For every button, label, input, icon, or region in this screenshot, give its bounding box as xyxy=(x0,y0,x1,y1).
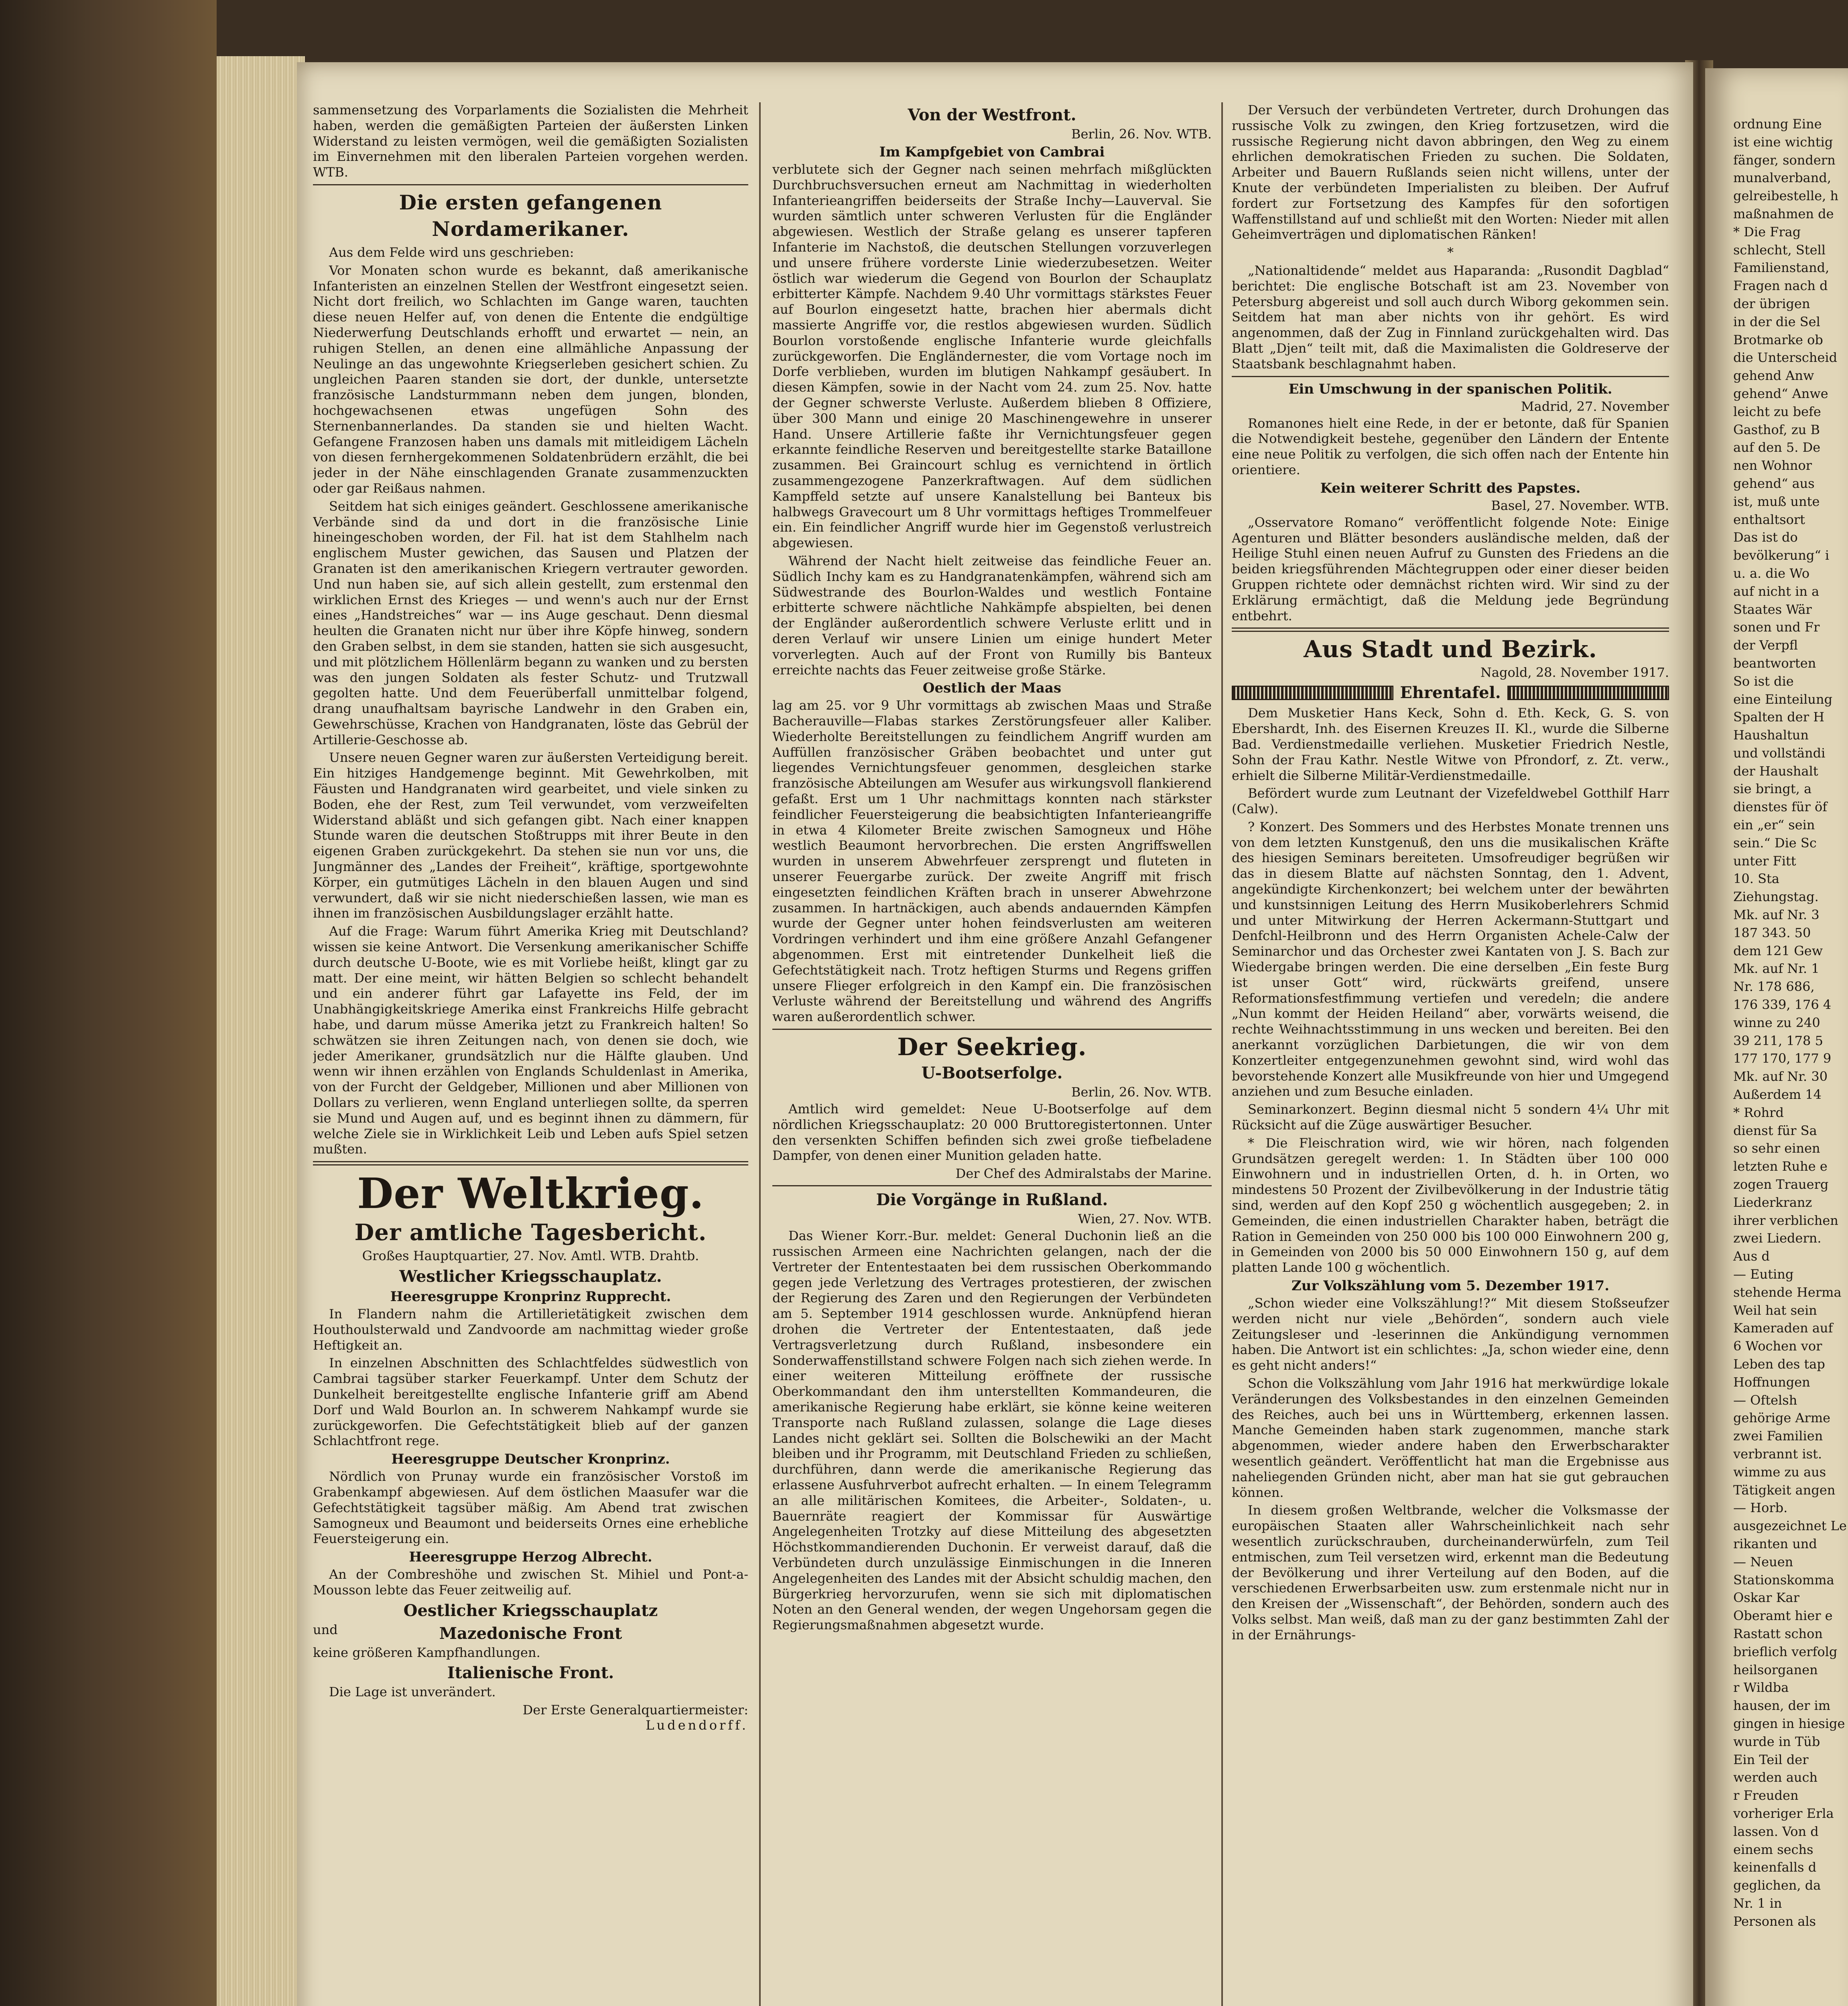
right-page-line: Brotmarke ob xyxy=(1733,332,1823,347)
right-page-line: auf den 5. De xyxy=(1733,440,1821,455)
right-page-line: 187 343. 50 xyxy=(1733,925,1811,940)
right-page-line: u. a. die Wo xyxy=(1733,565,1810,581)
right-page-line: die Unterscheid xyxy=(1733,350,1838,365)
subhead-cambrai: Im Kampfgebiet von Cambrai xyxy=(879,144,1105,160)
right-page-line: eine Einteilung xyxy=(1733,691,1833,707)
paragraph: Dem Musketier Hans Keck, Sohn d. Eth. Keck, G. S. von Ebershardt, Inh. des Eisernen Kreuzes II. Kl., wurde die Silberne Bad. Verdienstmedaille verliehen. Musketier Friedrich Nestle, Sohn der Frau Kathr. Nestle Witwe von Pfrondorf, z. Zt. verw., erhielt die Silberne Militär-Verdienstmedaille. xyxy=(1232,705,1669,783)
right-page-line: gehend“ aus xyxy=(1733,475,1815,491)
ornament xyxy=(1232,686,1393,700)
paragraph: Während der Nacht hielt zeitweise das feindliche Feuer an. Südlich Inchy kam es zu Handgranatenkämpfen, während sich am Südwestrande des Bourlon-Waldes und westlich Fontaine erbitterte schwere nächtliche Nahkämpfe abspielten, bei denen der Engländer außerordentlich schwere Verluste erlitt und in deren Verlauf wir unsere Linien um einige hundert Meter vorverlegten. Auch auf der Front von Rumilly bis Banteux erreichte nachts das Feuer zeitweise große Stärke. xyxy=(772,553,1212,678)
subhead-maas: Oestlich der Maas xyxy=(922,680,1062,696)
paragraph: In einzelnen Abschnitten des Schlachtfeldes südwestlich von Cambrai tagsüber starker Feuerkampf. Unter dem Schutz der Dunkelheit bereitgestellte englische Infanterie griff am Abend Dorf und Wald Bourlon an. In schwerem Nahkampf wurde sie zurückgeworfen. Die Gefechtstätigkeit blieb auf der ganzen Schlachtfront rege. xyxy=(313,1355,748,1449)
right-page-line: Weil hat sein xyxy=(1733,1302,1817,1318)
right-page-line: — Horb. xyxy=(1733,1500,1788,1516)
divider xyxy=(313,184,748,185)
paragraph: In diesem großen Weltbrande, welcher die Volksmasse der europäischen Staaten aller Wahrscheinlichkeit nach sehr wesentlich zurückschrauben, durcheinanderwürfeln, zum Teil entmischen, zum Teil versetzen wird, erkennt man die Bedeutung der Bevölkerung und ihrer Verteilung auf den Boden, auf die verschiedenen Erwerbsarbeiten usw. zum erstenmale nicht nur in den Kreisen der „Wissenschaft“, der Behörden, sondern auch des Volks selbst. Man weiß, daß man zu der ganz bestimmten Zahl der in der Ernährungs- xyxy=(1232,1502,1669,1643)
headline-gefangene: Die ersten gefangenen Nordamerikaner. xyxy=(399,190,662,241)
right-page-line: — Euting xyxy=(1733,1267,1794,1282)
paragraph: „Schon wieder eine Volkszählung!?“ Mit diesem Stoßseufzer werden nicht nur viele „Behörden“, sondern auch viele Zeitungsleser und -leserinnen die Ankündigung vernommen haben. Die Antwort ist ein schlichtes: „Ja, schon wieder eine, denn es geht nicht anders!“ xyxy=(1232,1295,1669,1373)
right-page-fragment xyxy=(1705,68,1848,2006)
paragraph: Unsere neuen Gegner waren zur äußersten Verteidigung bereit. Ein hitziges Handgemenge beginnt. Mit Gewehrkolben, mit Fäusten und Handgranaten wird gearbeitet, und viele sinken zu Boden, ehe der Rest, zum Teil verwundet, vom verzweifelten Widerstand abläßt und sich gefangen gibt. Nach einer knappen Stunde waren die deutschen Stoßtrupps mit ihrer Beute in den eigenen Graben zurückgekehrt. Da stehen sie nun vor uns, die Jungmänner des „Landes der Freiheit“, kräftige, sportgewohnte Körper, ein gutmütiges Lächeln in den blauen Augen und sind verwundert, daß wir sie nicht niederschießen lassen, wie man es ihnen im französischen Ausbildungslager erzählt hatte. xyxy=(313,750,748,921)
paragraph: * Die Fleischration wird, wie wir hören, nach folgenden Grundsätzen geregelt werden: 1. In Städten über 100 000 Einwohnern und in industriellen Orten, d. h. in Orten, wo mindestens 50 Prozent der Zivilbevölkerung in der Industrie tätig sind, werden auf den Kopf 250 g wöchentlich ausgegeben; 2. in Gemeinden, die einen industriellen Charakter haben, beträgt die Ration in Gemeinden von 250 000 bis 100 000 Einwohnern 200 g, in Gemeinden von 2000 bis 50 000 Einwohnern 150 g, auf dem platten Lande 100 g wöchentlich. xyxy=(1232,1135,1669,1275)
column-rule xyxy=(759,102,761,2006)
right-page-line: unter Fitt xyxy=(1733,853,1796,869)
newspaper-page xyxy=(297,62,1693,2006)
paragraph: Befördert wurde zum Leutnant der Vizefeldwebel Gotthilf Harr (Calw). xyxy=(1232,786,1669,817)
right-page-line: letzten Ruhe e xyxy=(1733,1159,1828,1174)
headline-west: Westlicher Kriegsschauplatz. xyxy=(399,1267,662,1286)
right-page-line: 10. Sta xyxy=(1733,871,1779,887)
column-3 xyxy=(1232,102,1669,1645)
paragraph: lag am 25. vor 9 Uhr vormittags ab zwischen Maas und Straße Bacherauville—Flabas starkes Zerstörungsfeuer aller Kaliber. Wiederholte Bereitstellungen zu feindlichem Angriff wurden am Auffüllen französischer Gräben beobachtet und unter gut liegendes Vernichtungsfeuer genommen, desgleichen starke französische Abteilungen am Wesufer aus wirkungsvoll flankierend gefaßt. Erst um 1 Uhr nachmittags konnten nach stärkster feindlicher Feuersteigerung die beabsichtigten Infanterieangriffe in etwa 4 Kilometer Breite zwischen Samogneux und Höhe westlich Beaumont hervorbrechen. Die ersten Angriffswellen wurden in unserem Abwehrfeuer zersprengt und fluteten in unserer Feuergarbe zurück. Der zweite Angriff mit frisch eingesetzten feindlichen Kräften brach in unserer Abwehrzone zusammen. In hartnäckigen, auch abends andauernden Kämpfen wurde der Gegner unter hohen feindsverlusten am weiteren Vordringen verhindert und ihm eine größere Anzahl Gefangener abgenommen. Erst mit eintretender Dunkelheit ließ die Gefechtstätigkeit nach. Trotz heftigen Sturms und Regens griffen unsere Flieger erfolgreich in den Kampf ein. Die französischen Verluste während der Bereitstellung und während des Angriffs waren außerordentlich schwer. xyxy=(772,698,1212,1025)
page-stack xyxy=(217,56,305,2006)
right-page-line: Personen als xyxy=(1733,1913,1816,1929)
right-page-line: keinenfalls d xyxy=(1733,1860,1817,1875)
subhead-rupprecht: Heeresgruppe Kronprinz Rupprecht. xyxy=(390,1289,671,1305)
right-page-line: Rastatt schon xyxy=(1733,1626,1823,1641)
right-page-line: Staates Wär xyxy=(1733,601,1812,617)
right-page-line: beantworten xyxy=(1733,655,1816,671)
paragraph: Romanones hielt eine Rede, in der er betonte, daß für Spanien die Notwendigkeit bestehe, gegenüber den Ländern der Entente eine neue Politik zu verfolgen, die sich offen nach der Entente hin orientiere. xyxy=(1232,415,1669,477)
right-page-line: sonen und Fr xyxy=(1733,619,1820,635)
paragraph: „Nationaltidende“ meldet aus Haparanda: „Rusondit Dagblad“ berichtet: Die englische Botschaft ist am 23. November von Petersburg abgereist und soll auch durch Wiborg gekommen sein. Seitdem hat man aber nichts von ihr gehört. Es wird angenommen, daß der Zug in Finnland zurückgehalten wird. Das Blatt „Djen“ teilt mit, daß die Maximalisten die Goldreserve der Staatsbank beschlagnahmt haben. xyxy=(1232,262,1669,372)
right-page-line: Ein Teil der xyxy=(1733,1752,1809,1767)
divider xyxy=(772,1185,1212,1186)
right-page-line: — Oftelsh xyxy=(1733,1392,1797,1408)
ehrentafel-title: Ehrentafel. xyxy=(1400,683,1501,703)
headline-russland: Die Vorgänge in Rußland. xyxy=(876,1190,1108,1210)
right-page-line: Stationskomma xyxy=(1733,1572,1834,1588)
headline-tagesbericht: Der amtliche Tagesbericht. xyxy=(354,1219,707,1246)
right-page-line: verbrannt ist. xyxy=(1733,1446,1822,1462)
right-page-line: Fragen nach d xyxy=(1733,278,1828,294)
paragraph: verblutete sich der Gegner nach seinen mehrfach mißglückten Durchbruchsversuchen erneut am Nachmittag in wiederholten Infanterieangriffen beiderseits der Straße Inchy—Lauverval. Sie wurden sämtlich unter schweren Verlusten für die Engländer abgewiesen. Westlich der Straße gelang es unserer tapferen Infanterie im Nachstoß, die deutschen Stellungen vorzuverlegen und unsere frühere vorderste Linie wiederzubesetzen. Weiter östlich war wiederum die Gegend von Bourlon der Schauplatz erbitterter Kämpfe. Nachdem 9.40 Uhr vormittags stärkstes Feuer auf Bourlon eingesetzt hatte, brachen hier abermals dicht massierte Angriffe vor, die restlos abgewiesen wurden. Südlich Bourlon vorstoßende englische Infanterie wurde gleichfalls zurückgeworfen. Die Engländernester, die vom Vortage noch im Dorfe verblieben, wurden im blutigen Nahkampf gesäubert. In diesen Kämpfen, sowie in der Nacht vom 24. zum 25. Nov. hatte der Gegner schwerste Verluste. Außerdem blieben 8 Offiziere, über 300 Mann und einige 20 Maschinengewehre in unserer Hand. Unsere Artillerie faßte ihr Vernichtungsfeuer gegen erkannte feindliche Reserven und bereitgestellte starke Bataillone zusammen. Bei Graincourt schlug es vernichtend in örtlich zusammengezogene Panzerkraftwagen. Auf dem südlichen Kampffeld setzte auf unsere Kanalstellung bei Banteux bis halbwegs Gravecourt um 8 Uhr vormittags heftiges Trommelfeuer ein. Ein feindlicher Angriff wurde hier im Gegenstoß verlustreich abgewiesen. xyxy=(772,162,1212,551)
paragraph: Schon die Volkszählung vom Jahr 1916 hat merkwürdige lokale Veränderungen des Volksbestandes in den einzelnen Gemeinden des Reiches, auch bei uns in Württemberg, erkennen lassen. Manche Gemeinden haben stark zugenommen, manche stark abgenommen, wieder andere haben den Erwerbscharakter wesentlich geändert. Veröffentlicht hat man die Ergebnisse aus naheliegenden Gründen nicht, aber man hat sie gut gebrauchen können. xyxy=(1232,1375,1669,1500)
divider xyxy=(772,1029,1212,1030)
headline-papst: Kein weiterer Schritt des Papstes. xyxy=(1320,480,1581,496)
right-page-line: Ziehungstag. xyxy=(1733,889,1819,905)
headline-mazedonien: Mazedonische Front xyxy=(439,1624,622,1643)
separator-star: * xyxy=(1447,245,1454,260)
right-page-line: So ist die xyxy=(1733,673,1794,689)
paragraph: An der Combreshöhe und zwischen St. Mihiel und Pont-a-Mousson lebte das Feuer zeitweilig auf. xyxy=(313,1567,748,1598)
right-page-line: Spalten der H xyxy=(1733,709,1825,725)
right-page-line: schlecht, Stell xyxy=(1733,242,1826,258)
dateline: Berlin, 26. Nov. WTB. xyxy=(1071,1084,1212,1100)
headline-spanien: Ein Umschwung in der spanischen Politik. xyxy=(1288,381,1612,397)
paragraph: Der Versuch der verbündeten Vertreter, durch Drohungen das russische Volk zu zwingen, den Krieg fortzusetzen, wird die russische Regierung nicht davon abbringen, den Weg zu einem ehrlichen demokratischen Frieden zu suchen. Die Soldaten, Arbeiter und Bauern Rußlands seien nicht willens, unter der Knute der verbündeten Imperialisten zu bleiben. Der Aufruf fordert zur Fortsetzung des Kampfes für den sofortigen Waffenstillstand auf und schließt mit den Worten: Nieder mit allen Geheimverträgen und diplomatischen Ränken! xyxy=(1232,102,1669,242)
right-page-line: * Die Frag xyxy=(1733,224,1801,240)
right-page-line: Mk. auf Nr. 30 xyxy=(1733,1069,1828,1084)
column-2 xyxy=(772,102,1212,1635)
paragraph: Vor Monaten schon wurde es bekannt, daß amerikanische Infanteristen an einzelnen Stellen der Westfront eingesetzt seien. Nicht dort freilich, wo Schlachten im Gange waren, tauchten diese neuen Helfer auf, von denen die Entente die endgültige Niederwerfung Deutschlands erhofft und erwartet — nein, an ruhigen Stellen, an denen eine allmähliche Anpassung der Neulinge an das ungewohnte Kriegserleben gesichert schien. Zu ungleichen Paaren standen sie dort, der dunkle, untersetzte französische Landsturmmann neben dem jungen, blonden, hochgewachsenen etwas ungefügen Sohn des Sternenbannerlandes. Da standen sie und hielten Wacht. Gefangene Franzosen haben uns damals mit mitleidigem Lächeln von diesen fernhergekommenen Soldatenbrüdern erzählt, die bei jeder in der Nähe einschlagenden Granate zusammenzuckten oder gar Reißaus nahmen. xyxy=(313,262,748,496)
right-page-line: — Neuen xyxy=(1733,1554,1793,1569)
right-page-line: Familienstand, xyxy=(1733,260,1830,276)
right-page-line: der Verpfl xyxy=(1733,638,1798,653)
right-page-line: Aus d xyxy=(1733,1249,1770,1264)
right-page-line: werden auch xyxy=(1733,1770,1818,1785)
paragraph: Das Wiener Korr.-Bur. meldet: General Duchonin ließ an die russischen Armeen eine Nachrichten gelangen, nach der die Vertreter der Ententestaaten bei dem russischen Oberkommando gegen jede Verletzung des Vertrages protestieren, der zwischen der Regierung des Zaren und den Regierungen der Verbündeten am 5. September 1914 geschlossen wurde. Anknüpfend hieran drohen die Vertreter der Ententestaaten, daß jede Vertragsverletzung durch Rußland, insbesondere ein Sonderwaffenstillstand schwere Folgen nach sich ziehen werde. In einer weiteren Mitteilung eröffnete der russische Oberkommandant den ihm unterstellten Kommandeuren, die amerikanische Regierung habe erklärt, sie könne keine weiteren Transporte nach Rußland zulassen, solange die Lage dieses Landes nicht geklärt sei. Sollten die Bolschewiki an der Macht bleiben und ihr Programm, mit Deutschland Frieden zu schließen, durchführen, dann werde die amerikanische Regierung das erlassene Ausfuhrverbot aufrecht erhalten. — In einem Telegramm an alle militärischen Komitees, die Arbeiter-, Soldaten-, u. Bauernräte reagiert der Kommissar für Auswärtige Angelegenheiten Trotzky auf diese Mitteilung des abgesetzten Höchstkommandierenden Duchonin. Er verweist darauf, daß die Verbündeten durch unzulässige Einmischungen in die Inneren Angelegenheiten des Landes mit der Absicht schuldig machen, den Bürgerkrieg hervorzurufen, wenn sie sich mit diplomatischen Noten an den General wenden, der wegen Ungehorsam gegen die Regierungsmaßnahmen abgesetzt wurde. xyxy=(772,1228,1212,1633)
right-page-line: Mk. auf Nr. 1 xyxy=(1733,961,1820,977)
right-page-line: gehend Anw xyxy=(1733,368,1814,384)
column-1 xyxy=(313,102,748,1733)
signature-admiralstab: Der Chef des Admiralstabs der Marine. xyxy=(955,1166,1212,1182)
right-page-line: Leben des tap xyxy=(1733,1356,1825,1372)
right-page-line: munalverband, xyxy=(1733,170,1832,186)
right-page-line: lassen. Von d xyxy=(1733,1823,1819,1839)
right-page-line: vorheriger Erla xyxy=(1733,1805,1834,1821)
right-page-line: ihrer verblichen xyxy=(1733,1212,1838,1228)
right-page-line: hausen, der im xyxy=(1733,1698,1831,1714)
right-page-line: r Wildba xyxy=(1733,1680,1789,1695)
right-page-line: der übrigen xyxy=(1733,296,1810,311)
subhead-kronprinz: Heeresgruppe Deutscher Kronprinz. xyxy=(391,1451,670,1468)
right-page-line: auf nicht in a xyxy=(1733,583,1820,599)
right-page-line: Nr. 1 in xyxy=(1733,1895,1782,1911)
paragraph: „Osservatore Romano“ veröffentlicht folgende Note: Einige Agenturen und Blätter besonders ausländische melden, daß der Heilige Stuhl einen neuen Aufruf zu Gunsten des Friedens an die beiden kriegsführenden Mächtegruppen oder einer dieser beiden Gruppen richtete oder demnächst richten wird. Wir sind zu der Erklärung ermächtigt, daß die Meldung jede Begründung entbehrt. xyxy=(1232,514,1669,623)
text-und: und xyxy=(313,1622,338,1637)
signature-title: Der Erste Generalquartiermeister: xyxy=(522,1702,748,1718)
headline-stadt-bezirk: Aus Stadt und Bezirk. xyxy=(1304,636,1597,663)
right-page-line: bevölkerung“ i xyxy=(1733,548,1830,563)
subhead-albrecht: Heeresgruppe Herzog Albrecht. xyxy=(409,1549,652,1565)
right-page-line: ein „er“ sein xyxy=(1733,817,1815,833)
right-page-line: Hoffnungen xyxy=(1733,1374,1810,1390)
right-page-line: 176 339, 176 4 xyxy=(1733,997,1832,1013)
right-page-line: wimme zu aus xyxy=(1733,1464,1826,1480)
dateline: Nagold, 28. November 1917. xyxy=(1480,665,1669,680)
right-page-line: brieflich verfolg xyxy=(1733,1644,1838,1659)
right-page-line: Gasthof, zu B xyxy=(1733,422,1820,437)
paragraph: In Flandern nahm die Artillerietätigkeit zwischen dem Houthoulsterwald und Zandvoorde am nachmittag wieder große Heftigkeit an. xyxy=(313,1306,748,1353)
right-page-line: heilsorganen xyxy=(1733,1662,1818,1677)
book-binding xyxy=(0,0,217,2006)
right-page-line: stehende Herma xyxy=(1733,1284,1842,1300)
headline-ost: Oestlicher Kriegsschauplatz xyxy=(403,1601,658,1620)
headline-weltkrieg: Der Weltkrieg. xyxy=(357,1169,704,1218)
headline-westfront: Von der Westfront. xyxy=(908,106,1076,124)
right-page-line: sein.“ Die Sc xyxy=(1733,835,1817,851)
right-page-line: gehend“ Anwe xyxy=(1733,386,1828,401)
right-page-line: sie bringt, a xyxy=(1733,781,1812,797)
right-page-line: fänger, sondern xyxy=(1733,152,1836,168)
right-page-line: ist eine wichtig xyxy=(1733,134,1833,150)
right-page-line: winne zu 240 xyxy=(1733,1015,1820,1030)
headline-seekrieg: Der Seekrieg. xyxy=(897,1033,1087,1062)
right-page-line: Oberamt hier e xyxy=(1733,1608,1833,1624)
signature-name: Ludendorff. xyxy=(646,1718,748,1733)
right-page-line: wurde in Tüb xyxy=(1733,1734,1820,1749)
right-page-line: Tätigkeit angen xyxy=(1733,1482,1836,1498)
right-page-line: Haushaltun xyxy=(1733,727,1809,743)
right-page-line: ordnung Eine xyxy=(1733,116,1822,132)
paragraph: Amtlich wird gemeldet: Neue U-Bootserfolge auf dem nördlichen Kriegsschauplatz: 20 000 Bruttoregistertonnen. Unter den versenkten Schiffen befinden sich zwei große tiefbeladene Dampfer, von denen einer Munition geladen hatte. xyxy=(772,1101,1212,1163)
divider xyxy=(1232,627,1669,632)
paragraph: keine größeren Kampfhandlungen. xyxy=(313,1645,540,1660)
dateline: Großes Hauptquartier, 27. Nov. Amtl. WTB. Drahtb. xyxy=(362,1248,699,1264)
right-page-line: r Freuden xyxy=(1733,1788,1799,1803)
right-page-line: Kameraden auf xyxy=(1733,1320,1833,1336)
ornament xyxy=(1507,686,1669,700)
right-page-line: Mk. auf Nr. 3 xyxy=(1733,907,1820,923)
right-page-line: nen Wohnor xyxy=(1733,458,1812,473)
right-page-line: maßnahmen de xyxy=(1733,206,1834,221)
right-page-line: Nr. 178 686, xyxy=(1733,979,1815,995)
right-page-line: 177 170, 177 9 xyxy=(1733,1051,1832,1066)
paragraph: Die Lage ist unverändert. xyxy=(329,1684,496,1700)
dateline: Madrid, 27. November xyxy=(1521,398,1669,414)
column-rule xyxy=(1221,102,1223,2006)
right-page-line: leicht zu befe xyxy=(1733,404,1821,419)
dateline: Wien, 27. Nov. WTB. xyxy=(1078,1211,1212,1227)
right-page-line: gingen in hiesige xyxy=(1733,1716,1845,1731)
right-page-line: Oskar Kar xyxy=(1733,1590,1799,1606)
right-page-line: zogen Trauerg xyxy=(1733,1177,1829,1192)
right-page-line: * Rohrd xyxy=(1733,1105,1784,1120)
headline-italien: Italienische Front. xyxy=(447,1663,614,1683)
right-page-line: Das ist do xyxy=(1733,530,1798,545)
right-page-line: Außerdem 14 xyxy=(1733,1087,1822,1102)
ehrentafel-banner xyxy=(1232,683,1669,702)
right-page-line: ausgezeichnet Le xyxy=(1733,1518,1847,1534)
right-page-line: dem 121 Gew xyxy=(1733,943,1823,958)
dateline: Berlin, 26. Nov. WTB. xyxy=(1071,126,1212,142)
divider xyxy=(1232,376,1669,377)
paragraph: Aus dem Felde wird uns geschrieben: xyxy=(329,244,574,260)
right-page-line: einem sechs xyxy=(1733,1842,1813,1857)
right-page-line: dienstes für öf xyxy=(1733,799,1828,815)
paragraph: ? Konzert. Des Sommers und des Herbstes Monate trennen uns von dem letzten Kunstgenuß, den uns die musikalischen Kräfte des hiesigen Seminars bereiteten. Umsofreudiger begrüßen wir das in diesem Blatte auf nächsten Sonntag, den 1. Advent, angekündigte Kirchenkonzert; bei welchem unter der bewährten und kunstsinnigen Leitung des Herrn Musikoberlehrers Schmid und unter Mitwirkung der Herren Ackermann-Stuttgart und Denfchl-Heilbronn und des Herrn Organisten Achele-Calw der Seminarchor und das Orchester zwei Kantaten von J. S. Bach zur Wiedergabe bringen werden. Die eine derselben „Ein feste Burg ist unser Gott“ wird, rückwärts greifend, unsere Reformationsfestfimmung vertiefen und veredeln; die andere „Nun kommt der Heiden Heiland“ aber, vorwärts weisend, die rechte Weihnachtsstimmung in uns wecken und bereiten. Bei den anerkannt vorzüglichen Darbietungen, die wir von dem Konzertleiter entgegenzunehmen gewohnt sind, wird wohl das bevorstehende Konzert alle Musikfreunde von hier und Umgegend anziehen und zum Besuche einladen. xyxy=(1232,819,1669,1099)
right-page-line: und vollständi xyxy=(1733,745,1826,761)
right-page-line: der Haushalt xyxy=(1733,763,1818,779)
right-page-line: enthaltsort xyxy=(1733,512,1805,527)
right-page-line: zwei Familien xyxy=(1733,1428,1823,1444)
right-page-line: so sehr einen xyxy=(1733,1141,1820,1156)
right-page-line: gelreibestelle, h xyxy=(1733,188,1839,204)
divider xyxy=(313,1161,748,1165)
right-page-line: zwei Liedern. xyxy=(1733,1230,1822,1246)
paragraph: Seitdem hat sich einiges geändert. Geschlossene amerikanische Verbände sind da und dort in die französische Linie hineingeschoben worden, der Fil. hat ist dem Stahlhelm nach englischem Muster gewichen, das Sausen und Platzen der Granaten ist den amerikanischen Kriegern vertrauter geworden. Und nun haben sie, auf sich allein gestellt, zum erstenmal den wirklichen Ernst des Krieges — und wenn's auch nur der Ernst eines „Handstreiches“ war — ins Auge geschaut. Denn diesmal heulten die Granaten nicht nur über ihre Köpfe hinweg, sondern den Graben selbst, in dem sie standen, hatten sie sich ausgesucht, und mit plötzlichem Höllenlärm begann zu wanken und zu bersten was den jungen Soldaten als fester Schutz- und Trutzwall gegolten hatte. Und dem Feuerüberfall unmittelbar folgend, drang unaufhaltsam bayrische Landwehr in den Graben ein, Gewehrschüsse, Krachen von Handgranaten, löste das Gebrül der Artillerie-Geschosse ab. xyxy=(313,498,748,747)
right-page-line: gehörige Arme xyxy=(1733,1410,1831,1426)
paragraph: Seminarkonzert. Beginn diesmal nicht 5 sondern 4¼ Uhr mit Rücksicht auf die Züge auswärtiger Besucher. xyxy=(1232,1102,1669,1133)
right-page-line: Liederkranz xyxy=(1733,1194,1812,1210)
right-page-line: 39 211, 178 5 xyxy=(1733,1033,1823,1048)
right-page-line: rikanten und xyxy=(1733,1536,1817,1551)
headline-uboot: U-Bootserfolge. xyxy=(921,1064,1063,1083)
right-page-line: dienst für Sa xyxy=(1733,1123,1817,1138)
right-page-lines xyxy=(1733,116,1848,1931)
right-page-line: geglichen, da xyxy=(1733,1878,1821,1893)
right-page-line: ist, muß unte xyxy=(1733,493,1820,509)
dateline: Basel, 27. November. WTB. xyxy=(1491,497,1669,513)
headline-volkszaehlung: Zur Volkszählung vom 5. Dezember 1917. xyxy=(1291,1278,1610,1294)
paragraph: Nördlich von Prunay wurde ein französischer Vorstoß im Grabenkampf abgewiesen. Auf dem östlichen Maasufer war die Gefechtstätigkeit tagsüber mäßig. Am Abend trat zwischen Samogneux und Beaumont und beiderseits Ornes eine erhebliche Feuersteigerung ein. xyxy=(313,1469,748,1547)
right-page-line: in der die Sel xyxy=(1733,314,1820,329)
paragraph: sammensetzung des Vorparlaments die Sozialisten die Mehrheit haben, werden die gemäßigten Parteien der äußersten Linken Widerstand zu leisten vermögen, weil die gemäßigten Sozialisten im Einvernehmen mit den liberalen Parteien vorgehen werden. WTB. xyxy=(313,102,748,180)
paragraph: Auf die Frage: Warum führt Amerika Krieg mit Deutschland? wissen sie keine Antwort. Die Versenkung amerikanischer Schiffe durch deutsche U-Boote, wie es mit Vorliebe heißt, klingt gar zu matt. Der eine meint, wir hätten Belgien so schlecht behandelt und ein anderer führt gar Lafayette ins Feld, der im Unabhängigkeitskriege Amerika einst Frankreichs Hilfe gebracht habe, und darum müsse Amerika jetzt zu Frankreich halten! So schwätzen sie ihren Zeitungen nach, von denen sie doch, wie jeder Amerikaner, grundsätzlich nur die Hälfte glauben. Und wenn wir ihnen erzählen von Englands Schuldenlast in Amerika, von der Furcht der Geldgeber, Millionen und aber Millionen von Dollars zu verlieren, wenn England unterliegen sollte, da sperren sie Mund und Augen auf, und es beginnt ihnen zu dämmern, für welche Ziele sie in Wirklichkeit Leib und Leben aufs Spiel setzen mußten. xyxy=(313,924,748,1157)
right-page-line: 6 Wochen vor xyxy=(1733,1338,1822,1354)
